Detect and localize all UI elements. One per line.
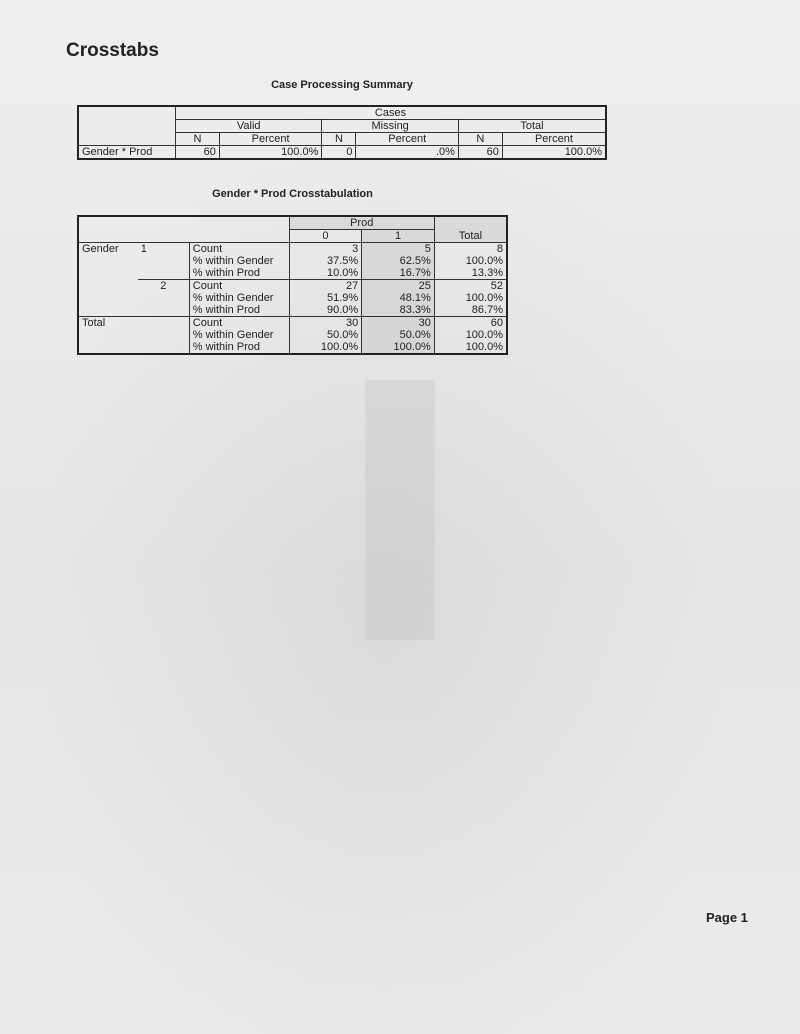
table-cell: 83.3% [362, 304, 435, 317]
table-cell: 60 [176, 146, 220, 160]
table-cell: 3 [289, 243, 362, 256]
table-cell: 50.0% [289, 329, 362, 341]
case-summary-table [77, 105, 607, 160]
table-cell: 100.0% [434, 292, 507, 304]
sub-header: N [322, 133, 356, 146]
sub-header: Percent [356, 133, 458, 146]
table-cell: 50.0% [362, 329, 435, 341]
table-cell: 100.0% [434, 255, 507, 267]
total-row-label: Total [78, 317, 189, 355]
corner-cell [78, 216, 289, 243]
missing-header: Missing [322, 120, 459, 133]
page-title: Crosstabs [66, 40, 159, 61]
table-cell: 100.0% [362, 341, 435, 354]
valid-header: Valid [176, 120, 322, 133]
sub-header: N [176, 133, 220, 146]
table-cell: 90.0% [289, 304, 362, 317]
table-cell: 13.3% [434, 267, 507, 280]
table-cell: 27 [289, 280, 362, 293]
table-cell: 52 [434, 280, 507, 293]
sub-header: Percent [502, 133, 606, 146]
crosstab-caption: Gender * Prod Crosstabulation [212, 188, 373, 200]
table-cell: 10.0% [289, 267, 362, 280]
table-cell: 60 [434, 317, 507, 330]
table-cell: 48.1% [362, 292, 435, 304]
table-cell: 86.7% [434, 304, 507, 317]
group-label: 1 [140, 243, 147, 255]
stat-label: % within Prod [189, 341, 289, 354]
group-label: 2 [138, 280, 189, 317]
cases-header: Cases [176, 106, 607, 120]
table-cell: 37.5% [289, 255, 362, 267]
table-cell: 30 [289, 317, 362, 330]
page-number: Page 1 [706, 910, 748, 925]
table-cell: 100.0% [289, 341, 362, 354]
table-cell: 25 [362, 280, 435, 293]
col-header: 0 [289, 230, 362, 243]
table-cell: 60 [458, 146, 502, 160]
stat-label: % within Prod [189, 304, 289, 317]
sub-header: Percent [219, 133, 321, 146]
crosstab-table [77, 215, 508, 355]
table-cell: 5 [362, 243, 435, 256]
col-var-header: Prod [289, 216, 434, 230]
stat-label: % within Gender [189, 255, 289, 267]
stat-label: Count [189, 317, 289, 330]
table-cell: 62.5% [362, 255, 435, 267]
table-cell: 51.9% [289, 292, 362, 304]
table-cell: 30 [362, 317, 435, 330]
stat-label: Count [189, 280, 289, 293]
col-header: 1 [362, 230, 435, 243]
case-summary-caption: Case Processing Summary [271, 79, 413, 91]
table-cell: 8 [434, 243, 507, 256]
table-cell: .0% [356, 146, 458, 160]
table-cell: 100.0% [434, 341, 507, 354]
stat-label: % within Prod [189, 267, 289, 280]
sub-header: N [458, 133, 502, 146]
corner-cell [78, 106, 176, 146]
total-header: Total [458, 120, 606, 133]
scan-shadow [365, 380, 435, 640]
stat-label: % within Gender [189, 329, 289, 341]
stat-label: % within Gender [189, 292, 289, 304]
row-label: Gender * Prod [78, 146, 176, 160]
total-col-header: Total [434, 216, 507, 243]
table-cell: 100.0% [502, 146, 606, 160]
stat-label: Count [189, 243, 289, 256]
table-cell: 0 [322, 146, 356, 160]
table-cell: 100.0% [219, 146, 321, 160]
row-var-label: Gender [82, 243, 119, 255]
table-cell: 100.0% [434, 329, 507, 341]
table-cell: 16.7% [362, 267, 435, 280]
